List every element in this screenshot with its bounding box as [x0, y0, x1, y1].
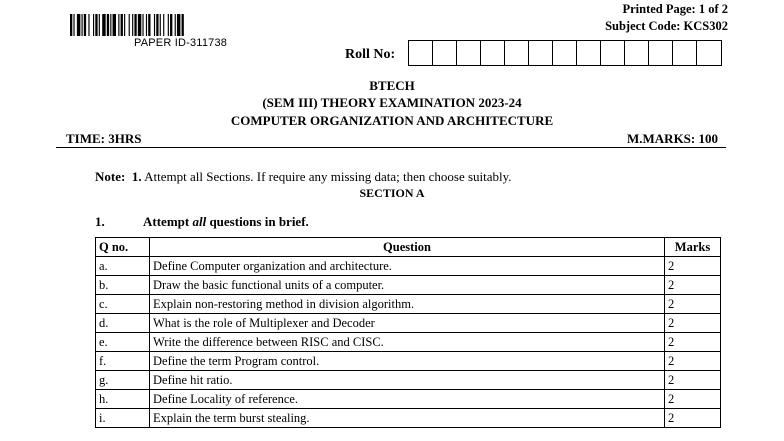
- row-qno: b.: [96, 276, 150, 295]
- table-row: [96, 409, 721, 428]
- roll-no-box: [409, 41, 433, 65]
- row-marks: 2: [665, 371, 721, 390]
- roll-no-label: Roll No:: [345, 47, 396, 62]
- row-marks: 2: [665, 352, 721, 371]
- row-qno: i.: [96, 409, 150, 428]
- instruction-part: Attempt: [143, 214, 193, 229]
- roll-no-box: [673, 41, 697, 65]
- roll-no-box: [433, 41, 457, 65]
- row-marks: 2: [665, 390, 721, 409]
- table-row: [96, 314, 721, 333]
- question-number: 1.: [95, 214, 105, 229]
- row-question: Write the difference between RISC and CISC.: [150, 333, 665, 352]
- note-number: 1.: [131, 169, 142, 184]
- roll-no-box: [457, 41, 481, 65]
- roll-no-box: [697, 41, 721, 65]
- roll-no-box: [505, 41, 529, 65]
- row-question: What is the role of Multiplexer and Decoder: [150, 314, 665, 333]
- row-marks: 2: [665, 257, 721, 276]
- table-row: [96, 333, 721, 352]
- note-text: Attempt all Sections. If require any missing data; then choose suitably.: [144, 169, 512, 184]
- printed-page: Printed Page: 1 of 2: [622, 2, 728, 16]
- row-qno: f.: [96, 352, 150, 371]
- degree-title: BTECH: [369, 78, 415, 93]
- instruction-part: questions in brief.: [206, 214, 309, 229]
- row-question: Explain the term burst stealing.: [150, 409, 665, 428]
- section-heading: SECTION A: [359, 186, 425, 200]
- table-row: [96, 257, 721, 276]
- row-marks: 2: [665, 276, 721, 295]
- roll-no-box: [553, 41, 577, 65]
- header-qno: Q no.: [96, 238, 150, 257]
- row-qno: h.: [96, 390, 150, 409]
- row-qno: g.: [96, 371, 150, 390]
- row-qno: d.: [96, 314, 150, 333]
- header-question: Question: [150, 238, 665, 257]
- question-instruction: [143, 214, 309, 230]
- table-row: [96, 352, 721, 371]
- row-marks: 2: [665, 314, 721, 333]
- header-marks: Marks: [665, 238, 721, 257]
- roll-no-boxes: [408, 40, 722, 66]
- note: [95, 169, 512, 185]
- exam-title: (SEM III) THEORY EXAMINATION 2023-24: [262, 95, 522, 110]
- row-qno: c.: [96, 295, 150, 314]
- instruction-emphasis: all: [192, 214, 207, 229]
- row-question: Define hit ratio.: [150, 371, 665, 390]
- barcode-image: [70, 14, 248, 36]
- table-row: [96, 295, 721, 314]
- row-question: Explain non-restoring method in division algorithm.: [150, 295, 665, 314]
- table-row: [96, 371, 721, 390]
- row-marks: 2: [665, 333, 721, 352]
- questions-table: [95, 237, 721, 428]
- note-label: Note:: [95, 169, 126, 184]
- course-title: COMPUTER ORGANIZATION AND ARCHITECTURE: [230, 113, 554, 128]
- row-question: Define the term Program control.: [150, 352, 665, 371]
- table-row: [96, 390, 721, 409]
- max-marks: M.MARKS: 100: [627, 131, 718, 146]
- roll-no-box: [625, 41, 649, 65]
- roll-no-box: [577, 41, 601, 65]
- roll-no-box: [649, 41, 673, 65]
- row-marks: 2: [665, 295, 721, 314]
- roll-no-box: [529, 41, 553, 65]
- row-question: Define Computer organization and architecture.: [150, 257, 665, 276]
- row-qno: e.: [96, 333, 150, 352]
- row-qno: a.: [96, 257, 150, 276]
- subject-code: Subject Code: KCS302: [605, 19, 728, 33]
- paper-id: PAPER ID-311738: [134, 37, 228, 49]
- row-marks: 2: [665, 409, 721, 428]
- roll-no-box: [481, 41, 505, 65]
- header-divider: [56, 147, 726, 148]
- table-header-row: [96, 238, 721, 257]
- row-question: Draw the basic functional units of a computer.: [150, 276, 665, 295]
- time-duration: TIME: 3HRS: [66, 131, 142, 146]
- table-row: [96, 276, 721, 295]
- roll-no-box: [601, 41, 625, 65]
- row-question: Define Locality of reference.: [150, 390, 665, 409]
